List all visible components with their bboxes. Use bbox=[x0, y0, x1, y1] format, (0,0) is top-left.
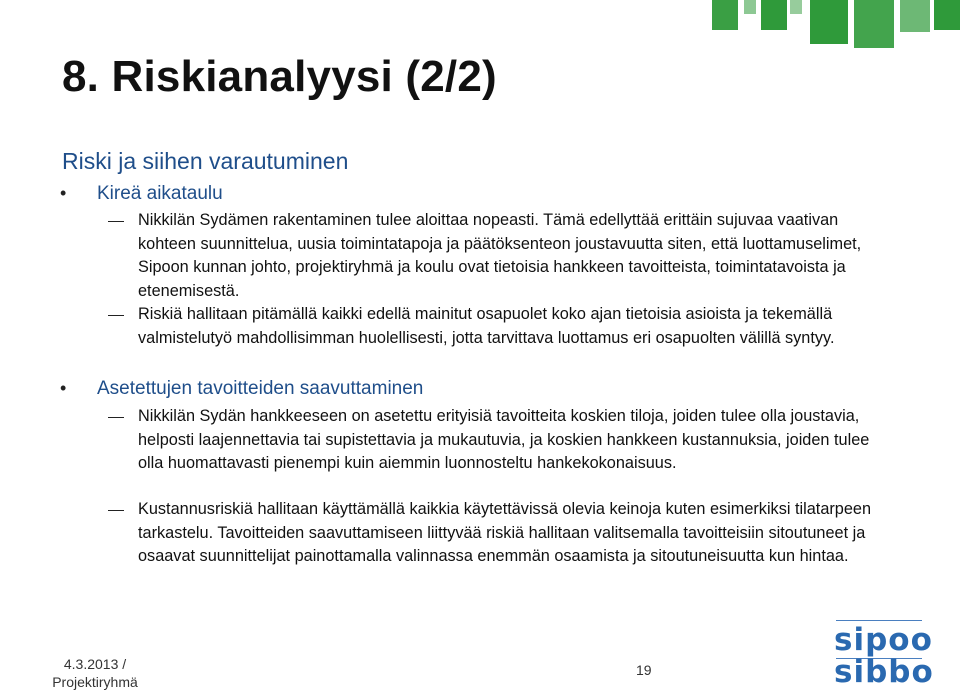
footer-date bbox=[40, 655, 150, 691]
footer-author: Projektiryhmä bbox=[52, 674, 138, 690]
decorative-square bbox=[854, 0, 894, 48]
decorative-square bbox=[790, 0, 802, 14]
bullet-label: Kireä aikataulu bbox=[97, 183, 223, 204]
decorative-square bbox=[761, 0, 787, 30]
bullet-label: Asetettujen tavoitteiden saavuttaminen bbox=[97, 378, 424, 399]
sub-bullet-dash bbox=[108, 221, 124, 222]
section-heading: Riski ja siihen varautuminen bbox=[62, 148, 349, 174]
logo-line-1: sipoo bbox=[834, 622, 933, 658]
bullet-dot: • bbox=[60, 183, 67, 203]
bullet-dot: • bbox=[60, 378, 67, 398]
decorative-square bbox=[744, 0, 756, 14]
sub-bullet-dash bbox=[108, 315, 124, 316]
sub-bullet-dash bbox=[108, 510, 124, 511]
slide-title: 8. Riskianalyysi (2/2) bbox=[62, 52, 497, 101]
decorative-square bbox=[934, 0, 960, 30]
decorative-square bbox=[810, 0, 848, 44]
sub-bullet-text: Nikkilän Sydämen rakentaminen tulee aloittaa nopeasti. Tämä edellyttää erittäin sujuvaa vaativan kohteen suunnittelua, uusia toimintatapoja ja päätöksenteon joustavuutta siten, että luottamuselimet, Sipoon kunnan johto, projektiryhmä ja koulu ovat tietoisia hankkeen tavoitteista, toimintatavoista ja etenemisestä. bbox=[138, 211, 862, 300]
sub-bullet-text: Nikkilän Sydän hankkeeseen on asetettu erityisiä tavoitteita koskien tiloja, joiden tulee olla joustavia, helposti laajennettavia tai supistettavia ja mukautuvia, ja koskien hankkeen kustannuksia, joiden tulee olla huomattavasti pienempi kuin aiemmin luonnosteltu hankekokonaisuus. bbox=[138, 407, 870, 472]
logo-line-2: sibbo bbox=[834, 654, 934, 690]
sub-bullet-text: Riskiä hallitaan pitämällä kaikki edellä mainitut osapuolet koko ajan tietoisia asioista ja tekemällä valmistelutyö mahdollisimman huolellisesti, jotta tarvittava luottamus eri osapuolten välillä syntyy. bbox=[138, 305, 835, 347]
logo-rule bbox=[836, 620, 922, 621]
sub-bullet-text: Kustannusriskiä hallitaan käyttämällä kaikkia käytettävissä olevia keinoja kuten esimerkiksi tilatarpeen tarkastelu. Tavoitteiden saavuttamiseen liittyvää riskiä hallitaan valitsemalla tavoitteisiin sitoutuneet ja osaavat suunnittelijat painottamalla valinnassa enemmän osaamista ja sitoutuneisuutta kun hintaa. bbox=[138, 500, 872, 565]
sub-bullet-dash bbox=[108, 417, 124, 418]
page-number: 19 bbox=[636, 662, 652, 678]
decorative-square bbox=[900, 0, 930, 32]
footer-date-text: 4.3.2013 / bbox=[63, 656, 127, 672]
decorative-square bbox=[712, 0, 738, 30]
